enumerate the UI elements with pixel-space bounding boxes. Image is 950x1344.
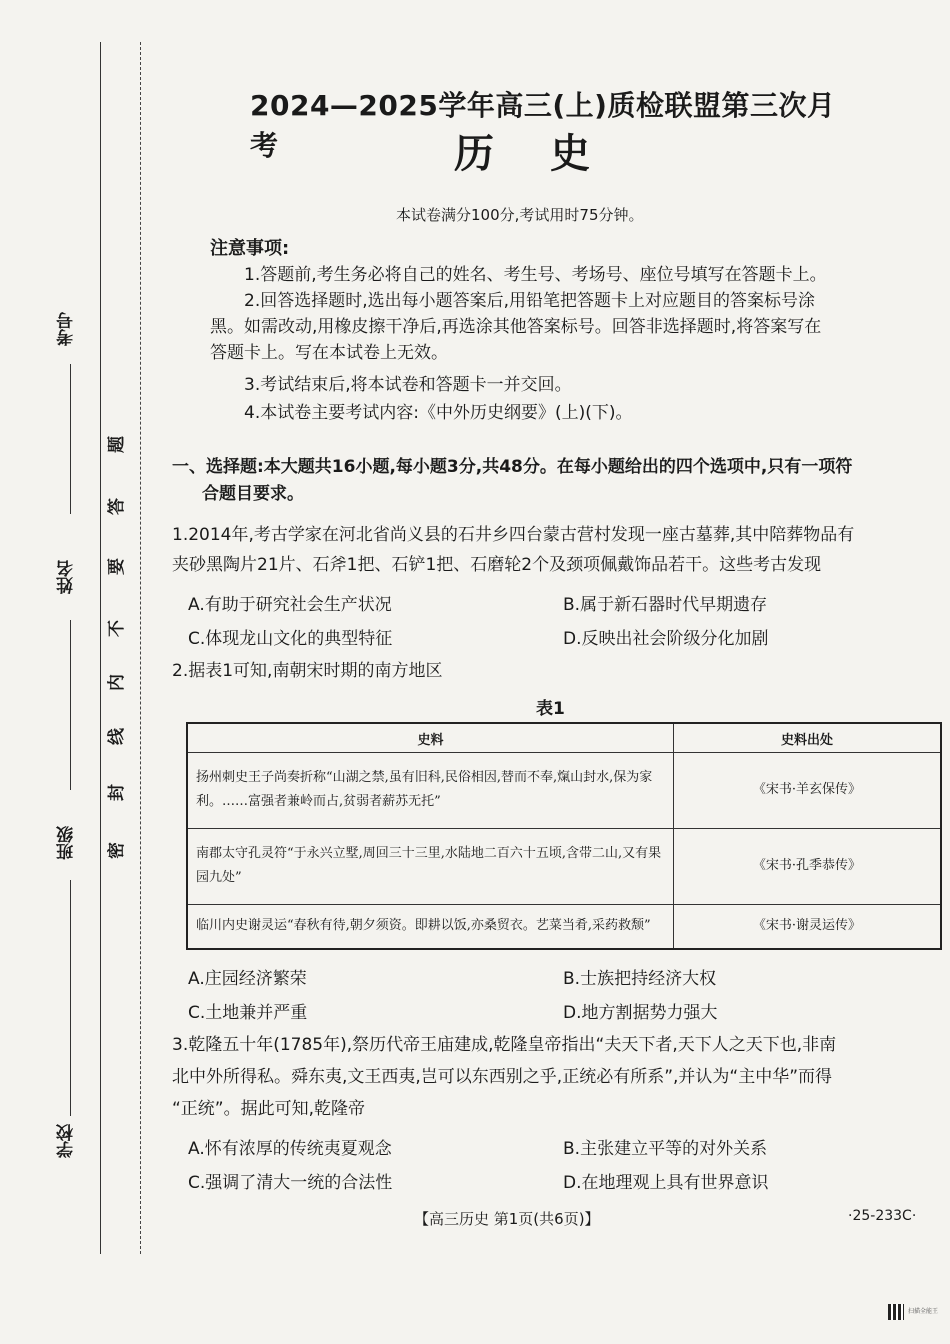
question-2-stem: 2.据表1可知,南朝宋时期的南方地区 <box>172 661 443 681</box>
seal-char: 封 <box>107 784 127 801</box>
q2-option-d[interactable]: D.地方割据势力强大 <box>563 1003 718 1023</box>
qr-code-icon <box>888 1304 904 1320</box>
section-heading-line: 合题目要求。 <box>202 484 304 504</box>
question-1-stem: 夹砂黑陶片21片、石斧1把、石铲1把、石磨轮2个及颈项佩戴饰品若干。这些考古发现 <box>172 555 822 575</box>
score-note: 本试卷满分100分,考试用时75分钟。 <box>396 206 644 224</box>
source-table <box>186 722 942 950</box>
q3-option-a[interactable]: A.怀有浓厚的传统夷夏观念 <box>188 1139 392 1159</box>
q1-option-b[interactable]: B.属于新石器时代早期遗存 <box>563 595 768 615</box>
table-cell-ref: 《宋书·孔季恭传》 <box>674 828 942 904</box>
notice-heading: 注意事项: <box>210 238 290 259</box>
table-cell-source: 临川内史谢灵运“春秋有待,朝夕须资。即耕以饭,亦桑贸衣。艺菜当肴,采药救颓” <box>187 904 674 949</box>
paper-code: ·25-233C· <box>848 1208 917 1224</box>
question-3-stem: “正统”。据此可知,乾隆帝 <box>172 1099 366 1119</box>
q2-option-c[interactable]: C.土地兼并严重 <box>188 1003 308 1023</box>
binding-line-outer <box>100 42 101 1254</box>
seal-char: 要 <box>107 558 127 575</box>
seal-char: 内 <box>107 674 127 691</box>
table-header: 史料 <box>187 723 674 753</box>
q3-option-b[interactable]: B.主张建立平等的对外关系 <box>563 1139 768 1159</box>
q1-option-c[interactable]: C.体现龙山文化的典型特征 <box>188 629 393 649</box>
question-1-stem: 1.2014年,考古学家在河北省尚义县的石井乡四台蒙古营村发现一座古墓葬,其中陪葬物品有 <box>172 525 855 545</box>
name-label: 姓名 <box>57 560 77 594</box>
table-cell-ref: 《宋书·谢灵运传》 <box>674 904 942 949</box>
binding-line-inner <box>140 42 141 1254</box>
seal-char: 密 <box>107 842 127 859</box>
section-heading-line: 一、选择题:本大题共16小题,每小题3分,共48分。在每小题给出的四个选项中,只有一项符 <box>172 457 853 477</box>
seal-char: 不 <box>107 620 127 637</box>
exam-no-fill-line[interactable] <box>70 364 71 514</box>
table-row <box>187 753 941 829</box>
seal-char: 题 <box>107 436 127 453</box>
table-header: 史料出处 <box>674 723 942 753</box>
exam-no-label: 考号 <box>57 312 77 346</box>
subject-title: 历史 <box>454 131 646 177</box>
table-title: 表1 <box>536 699 565 719</box>
class-label: 班级 <box>57 826 77 860</box>
q1-option-a[interactable]: A.有助于研究社会生产状况 <box>188 595 392 615</box>
section-heading <box>172 454 932 508</box>
notice-item: 2.回答选择题时,选出每小题答案后,用铅笔把答题卡上对应题目的答案标号涂 <box>244 291 816 311</box>
scanner-watermark: 扫描全能王 <box>908 1308 939 1315</box>
name-fill-line[interactable] <box>70 620 71 790</box>
table-cell-ref: 《宋书·羊玄保传》 <box>674 753 942 829</box>
table-header-row <box>187 723 941 753</box>
notice-item: 黑。如需改动,用橡皮擦干净后,再选涂其他答案标号。回答非选择题时,将答案写在 <box>210 317 822 337</box>
table-row <box>187 904 941 949</box>
question-3-stem: 北中外所得私。舜东夷,文王西夷,岂可以东西别之乎,正统必有所系”,并认为“主中华”而得 <box>172 1067 833 1087</box>
notice-item: 3.考试结束后,将本试卷和答题卡一并交回。 <box>244 375 572 395</box>
question-3-stem: 3.乾隆五十年(1785年),祭历代帝王庙建成,乾隆皇帝指出“夫天下者,天下人之天下也,非南 <box>172 1035 837 1055</box>
seal-char: 线 <box>107 728 127 745</box>
q1-option-d[interactable]: D.反映出社会阶级分化加剧 <box>563 629 769 649</box>
q3-option-d[interactable]: D.在地理观上具有世界意识 <box>563 1173 769 1193</box>
notice-item: 4.本试卷主要考试内容:《中外历史纲要》(上)(下)。 <box>244 403 633 423</box>
q2-option-a[interactable]: A.庄园经济繁荣 <box>188 969 307 989</box>
table-row <box>187 828 941 904</box>
school-label: 学校 <box>57 1124 77 1158</box>
page-footer: 【高三历史 第1页(共6页)】 <box>414 1210 600 1228</box>
table-cell-source: 扬州刺史王子尚奏折称“山湖之禁,虽有旧科,民俗相因,替而不奉,熂山封水,保为家利。……富强者兼岭而占,贫弱者薪苏无托” <box>187 753 674 829</box>
notice-item: 答题卡上。写在本试卷上无效。 <box>210 343 448 363</box>
table-cell-source: 南郡太守孔灵符“于永兴立墅,周回三十三里,水陆地二百六十五顷,含带二山,又有果园九处” <box>187 828 674 904</box>
seal-char: 答 <box>107 498 127 515</box>
q3-option-c[interactable]: C.强调了清大一统的合法性 <box>188 1173 393 1193</box>
notice-item: 1.答题前,考生务必将自己的姓名、考生号、考场号、座位号填写在答题卡上。 <box>244 265 827 285</box>
exam-title: 2024—2025学年高三(上)质检联盟第三次月考 <box>250 89 836 162</box>
q2-option-b[interactable]: B.士族把持经济大权 <box>563 969 717 989</box>
school-fill-line[interactable] <box>70 1020 71 1116</box>
